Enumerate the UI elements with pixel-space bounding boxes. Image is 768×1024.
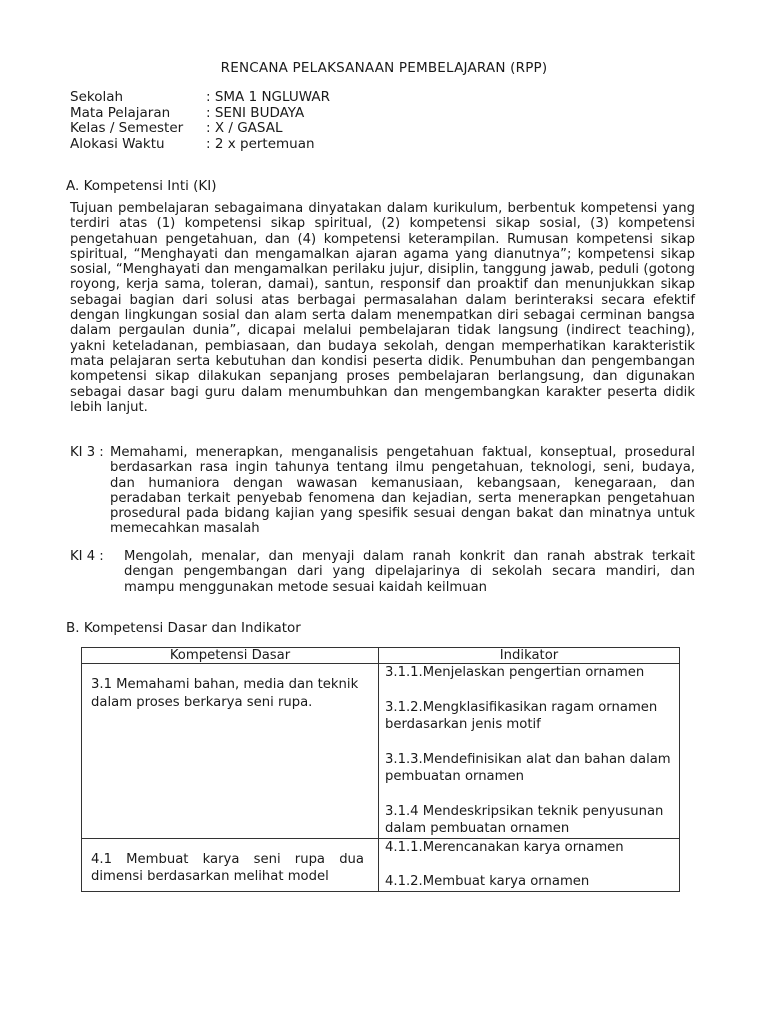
identity-block <box>70 90 330 152</box>
table-row <box>82 664 680 839</box>
ki3-label: KI 3 : <box>70 445 104 460</box>
info-label: Sekolah <box>70 89 124 105</box>
info-row-time <box>70 137 330 153</box>
kd-text: 3.1 Memahami bahan, media dan teknik dalam proses berkarya seni rupa. <box>91 677 359 710</box>
indicator-item: 3.1.2.Mengklasifikasikan ragam ornamen berdasarkan jenis motif <box>385 699 658 732</box>
info-row-subject <box>70 106 330 122</box>
indicator-item: 4.1.1.Merencanakan karya ornamen <box>385 839 624 855</box>
indicator-item: 4.1.2.Membuat karya ornamen <box>385 874 590 889</box>
info-value: : SMA 1 NGLUWAR <box>206 89 330 105</box>
indicator-item: 3.1.3.Mendefinisikan alat dan bahan dalam pembuatan ornamen <box>385 751 671 784</box>
info-value: : SENI BUDAYA <box>206 104 305 121</box>
info-label: Mata Pelajaran <box>70 104 171 121</box>
header-kd: Kompetensi Dasar <box>82 648 379 664</box>
ki4-item <box>70 549 695 595</box>
indicator-cell <box>379 838 680 891</box>
kd-cell <box>82 664 379 839</box>
ki4-label: KI 4 : <box>70 549 104 564</box>
competency-table <box>81 647 680 892</box>
section-a-heading: A. Kompetensi Inti (KI) <box>66 178 217 194</box>
document-title: RENCANA PELAKSANAAN PEMBELAJARAN (RPP) <box>220 60 548 76</box>
section-b-heading: B. Kompetensi Dasar dan Indikator <box>66 620 301 636</box>
info-row-class <box>70 121 330 137</box>
info-row-school <box>70 90 330 106</box>
info-label: Alokasi Waktu <box>70 135 165 152</box>
ki3-item <box>70 445 695 537</box>
table-row <box>82 838 680 891</box>
ki3-text: Memahami, menerapkan, menganalisis pengetahuan faktual, konseptual, prosedural berdasarkan rasa ingin tahunya tentang ilmu pengetahuan, teknologi, seni, budaya, dan humaniora dengan wawasan kemanusiaan, kebangsaan, kenegaraan, dan peradaban terkait penyebab fenomena dan kejadian, serta menerapkan pengetahuan prosedural pada bidang kajian yang spesifik sesuai dengan bakat dan minatnya untuk memecahkan masalah <box>110 445 695 537</box>
section-a-paragraph: Tujuan pembelajaran sebagaimana dinyatakan dalam kurikulum, berbentuk kompetensi yang terdiri atas (1) kompetensi sikap spiritual, (2) kompetensi sikap sosial, (3) kompetensi pengetahuan pengetahuan, dan (4) kompetensi keterampilan. Rumusan kompetensi sikap spiritual, “Menghayati dan mengamalkan ajaran agama yang dianutnya”; kompetensi sikap sosial, “Menghayati dan mengamalkan perilaku jujur, disiplin, tanggung jawab, peduli (gotong royong, kerja sama, toleran, damai), santun, responsif dan proaktif dan menunjukkan sikap sebagai bagian dari solusi atas berbagai permasalahan dalam berinteraksi secara efektif dengan lingkungan sosial dan alam serta dalam menempatkan diri sebagai cerminan bangsa dalam pergaulan dunia”, dicapai melalui pembelajaran tidak langsung (indirect teaching), yakni keteladanan, pembiasaan, dan budaya sekolah, dengan memperhatikan karakteristik mata pelajaran serta kebutuhan dan kondisi peserta didik. Penumbuhan dan pengembangan kompetensi sikap dilakukan sepanjang proses pembelajaran berlangsung, dan digunakan sebagai dasar bagi guru dalam menumbuhkan dan mengembangkan karakter peserta didik lebih lanjut. <box>70 201 695 415</box>
info-value: : 2 x pertemuan <box>206 135 315 152</box>
ki4-text: Mengolah, menalar, dan menyaji dalam ranah konkrit dan ranah abstrak terkait dengan pengembangan dari yang dipelajarinya di sekolah secara mandiri, dan mampu menggunakan metode sesuai kaidah keilmuan <box>124 549 695 595</box>
table-header-row <box>82 648 680 664</box>
header-indicator: Indikator <box>379 648 680 664</box>
kd-text: 4.1 Membuat karya seni rupa dua dimensi berdasarkan melihat model <box>91 851 364 884</box>
kd-cell <box>82 838 379 891</box>
indicator-cell <box>379 664 680 839</box>
indicator-item: 3.1.4 Mendeskripsikan teknik penyusunan dalam pembuatan ornamen <box>385 803 664 836</box>
info-label: Kelas / Semester <box>70 120 184 136</box>
indicator-item: 3.1.1.Menjelaskan pengertian ornamen <box>385 665 645 680</box>
info-value: : X / GASAL <box>206 120 283 136</box>
